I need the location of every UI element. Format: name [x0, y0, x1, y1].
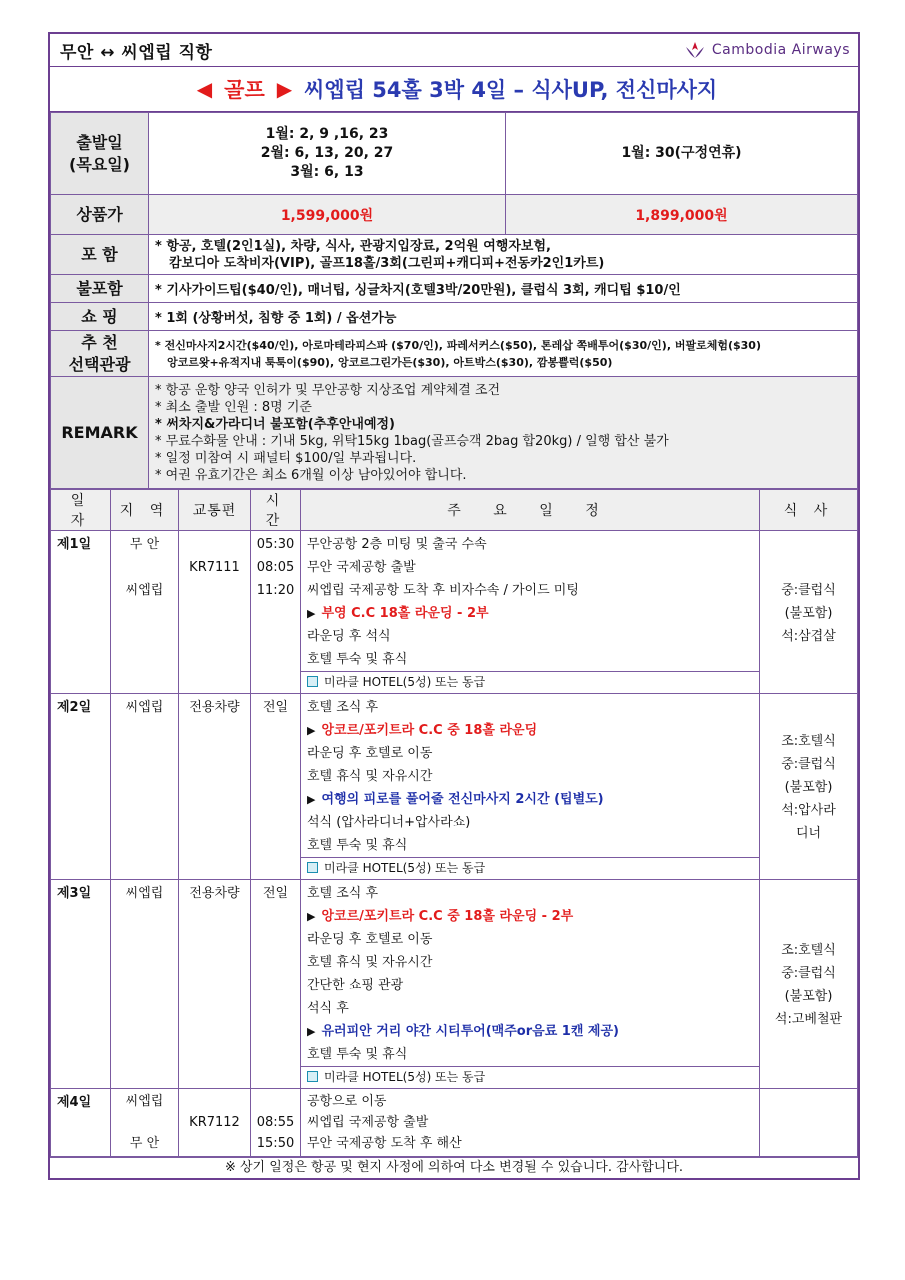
schedule-table [50, 489, 858, 1157]
remark-text: * 항공 운항 양국 인허가 및 무안공항 지상조업 계약체결 조건 * 최소 출발 인원 : 8명 기준 * 써차지&가라디너 불포함(추후안내예정) * 무료수화물 안내 : 기내 5kg, 위탁15kg 1bag(골프승객 2bag 합20kg) / 일행 합산 불가 * 일정 미참여 시 패널티 $100/일 부과됩니다. * 여권 유효기간은 최소 6개월 이상 남아있어야 합니다. [149, 377, 858, 489]
day-times: 08:55 15:50 [251, 1089, 301, 1157]
triangle-bullet-icon: ▶ [307, 910, 316, 923]
col-region: 지 역 [111, 490, 179, 531]
price-row [51, 195, 858, 235]
hotel-line: 미라클 HOTEL(5성) 또는 동급 [301, 857, 759, 879]
day-meals: 조:호텔식 중:클럽식 (불포함) 석:압사라 디너 [760, 694, 858, 880]
top-bar [50, 34, 858, 67]
day-schedule: 호텔 조식 후 ▶ 앙코르/포키트라 C.C 중 18홀 라운딩 라운딩 후 호텔로 이동 호텔 휴식 및 자유시간 ▶ 여행의 피로를 풀어줄 전신마사지 2시간 (팁별도) 석식 (압사라디너+압사라쇼) 호텔 투숙 및 휴식 미라클 HOTEL(5성) 또는 동급 [301, 694, 760, 880]
triangle-bullet-icon: ▶ [307, 1025, 316, 1038]
day-label: 제2일 [51, 694, 111, 880]
day-times: 05:30 08:05 11:20 [251, 531, 301, 694]
left-triangle-icon: ◀ [196, 77, 213, 101]
col-time: 시 간 [251, 490, 301, 531]
day-transport: 전용차량 [179, 880, 251, 1089]
price-label: 상품가 [51, 195, 149, 235]
col-schedule: 주 요 일 정 [301, 490, 760, 531]
departure-label: 출발일 (목요일) [51, 113, 149, 195]
exclude-text: * 기사가이드팁($40/인), 매너팁, 싱글차지(호텔3박/20만원), 클럽식 3회, 캐디팁 $10/인 [149, 275, 858, 303]
airline-name: Cambodia Airways [711, 42, 850, 58]
schedule-header [51, 490, 858, 531]
include-text: * 항공, 호텔(2인1실), 차량, 식사, 관광지입장료, 2억원 여행자보험, 캄보디아 도착비자(VIP), 골프18홀/3회(그린피+캐디피+전동카2인1카트) [149, 235, 858, 275]
triangle-bullet-icon: ▶ [307, 607, 316, 620]
day-row [51, 880, 858, 1089]
optional-text: * 전신마사지2시간($40/인), 아로마테라피스파 ($70/인), 파레서커스($50), 톤레삽 쪽배투어($30/인), 버팔로체험($30) 앙코르왓+유적지내 툭툭이($90), 앙코르그린가든($30), 아트박스($30), 깜봉쁠럭($50) [149, 331, 858, 377]
day-meals: 중:클럽식 (불포함) 석:삼겹살 [760, 531, 858, 694]
footer-note: ※ 상기 일정은 항공 및 현지 사정에 의하여 다소 변경될 수 있습니다. 감사합니다. [50, 1157, 858, 1178]
remark-row [51, 377, 858, 489]
shopping-row [51, 303, 858, 331]
info-table [50, 112, 858, 489]
departure-special: 1월: 30(구정연휴) [506, 113, 858, 195]
departure-row [51, 113, 858, 195]
price-special: 1,899,000원 [506, 195, 858, 235]
hotel-line: 미라클 HOTEL(5성) 또는 동급 [301, 1066, 759, 1088]
day-regions: 씨엡립 [111, 694, 179, 880]
airline-logo [684, 41, 850, 59]
shopping-label: 쇼 핑 [51, 303, 149, 331]
hotel-line: 미라클 HOTEL(5성) 또는 동급 [301, 671, 759, 693]
day-label: 제4일 [51, 1089, 111, 1157]
day-transport: KR7112 [179, 1089, 251, 1157]
col-day: 일 자 [51, 490, 111, 531]
day-times: 전일 [251, 694, 301, 880]
triangle-bullet-icon: ▶ [307, 724, 316, 737]
airline-logo-icon [684, 41, 706, 59]
optional-label: 추 천 선택관광 [51, 331, 149, 377]
optional-row [51, 331, 858, 377]
col-transport: 교통편 [179, 490, 251, 531]
day-transport: 전용차량 [179, 694, 251, 880]
title-golf: 골프 [224, 78, 265, 102]
col-meal: 식 사 [760, 490, 858, 531]
triangle-bullet-icon: ▶ [307, 793, 316, 806]
day-label: 제3일 [51, 880, 111, 1089]
hotel-icon [307, 862, 318, 873]
day-regions: 씨엡립 무 안 [111, 1089, 179, 1157]
day-label: 제1일 [51, 531, 111, 694]
day-row [51, 694, 858, 880]
itinerary-sheet [48, 32, 860, 1180]
right-triangle-icon: ▶ [276, 77, 293, 101]
departure-dates: 1월: 2, 9 ,16, 23 2월: 6, 13, 20, 27 3월: 6, 13 [149, 113, 506, 195]
day-times: 전일 [251, 880, 301, 1089]
day-regions: 씨엡립 [111, 880, 179, 1089]
title-text: 씨엡립 54홀 3박 4일 – 식사UP, 전신마사지 [304, 78, 718, 102]
hotel-icon [307, 676, 318, 687]
day-schedule: 공항으로 이동 씨엡립 국제공항 출발 무안 국제공항 도착 후 해산 [301, 1089, 760, 1157]
exclude-row [51, 275, 858, 303]
hotel-icon [307, 1071, 318, 1082]
exclude-label: 불포함 [51, 275, 149, 303]
day-transport: KR7111 [179, 531, 251, 694]
price-regular: 1,599,000원 [149, 195, 506, 235]
remark-label: REMARK [51, 377, 149, 489]
day-schedule: 호텔 조식 후 ▶ 앙코르/포키트라 C.C 중 18홀 라운딩 - 2부 라운딩 후 호텔로 이동 호텔 휴식 및 자유시간 간단한 쇼핑 관광 석식 후 ▶ 유러피안 거리 야간 시티투어(맥주or음료 1캔 제공) 호텔 투숙 및 휴식 미라클 HOTEL(5성) 또는 동급 [301, 880, 760, 1089]
shopping-text: * 1회 (상황버섯, 침향 중 1회) / 옵션가능 [149, 303, 858, 331]
day-row [51, 531, 858, 694]
include-label: 포 함 [51, 235, 149, 275]
day-meals [760, 1089, 858, 1157]
sheet-frame [48, 32, 860, 1180]
include-row [51, 235, 858, 275]
route-label: 무안 ↔ 씨엡립 직항 [60, 42, 213, 63]
day-regions: 무 안 씨엡립 [111, 531, 179, 694]
product-title [50, 67, 858, 112]
day-meals: 조:호텔식 중:클럽식 (불포함) 석:고베철판 [760, 880, 858, 1089]
day-row [51, 1089, 858, 1157]
day-schedule: 무안공항 2층 미팅 및 출국 수속 무안 국제공항 출발 씨엡립 국제공항 도착 후 비자수속 / 가이드 미팅 ▶ 부영 C.C 18홀 라운딩 - 2부 라운딩 후 석식 호텔 투숙 및 휴식 미라클 HOTEL(5성) 또는 동급 [301, 531, 760, 694]
